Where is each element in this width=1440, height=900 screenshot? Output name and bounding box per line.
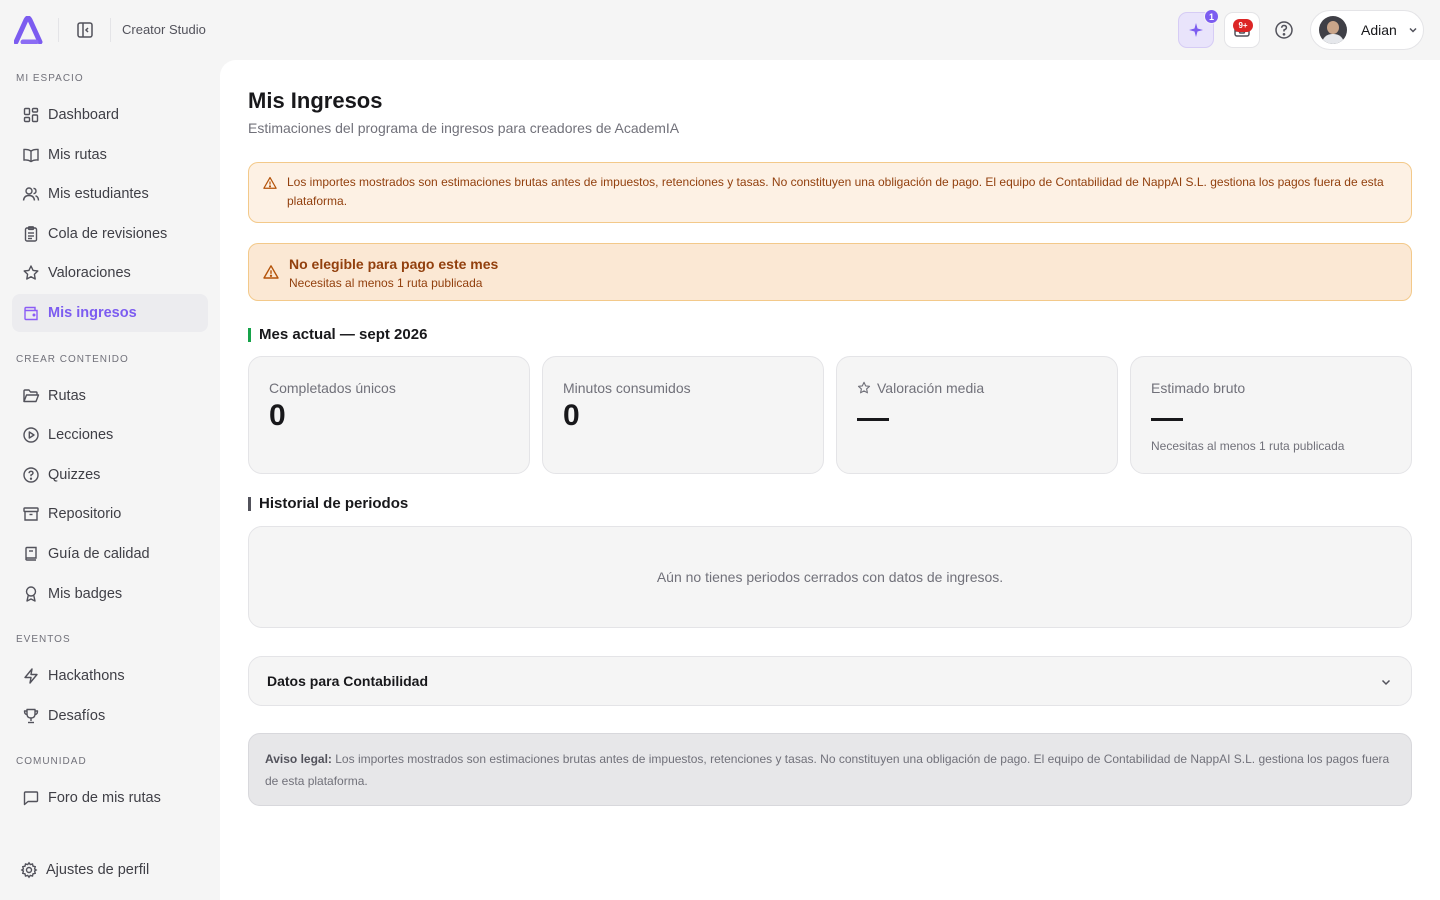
- divider: [110, 18, 111, 42]
- section-label-crear-contenido: CREAR CONTENIDO: [16, 354, 129, 365]
- warning-icon: [263, 176, 277, 190]
- stat-value: 0: [269, 399, 286, 432]
- section-label-eventos: EVENTOS: [16, 634, 71, 645]
- history-heading: Historial de periodos: [248, 495, 408, 512]
- stat-label: Completados únicos: [269, 380, 396, 396]
- sidebar-item-dashboard[interactable]: [12, 96, 208, 134]
- warning-icon: [263, 264, 279, 280]
- sidebar-item-lecciones[interactable]: [12, 416, 208, 454]
- sidebar-item-desafios[interactable]: [12, 697, 208, 735]
- sparkle-icon: [1188, 22, 1204, 38]
- notifications-count-badge: 9+: [1233, 19, 1253, 32]
- user-name: Adian: [1361, 22, 1397, 38]
- sidebar-item-quizzes[interactable]: [12, 456, 208, 494]
- award-icon: [22, 585, 40, 603]
- play-circle-icon: [22, 426, 40, 444]
- notifications-button[interactable]: [1224, 12, 1260, 48]
- page-subtitle: Estimaciones del programa de ingresos para creadores de AcademIA: [248, 120, 680, 136]
- stat-value: 0: [563, 399, 580, 432]
- page-title: Mis Ingresos: [248, 88, 383, 113]
- users-icon: [22, 185, 40, 203]
- stat-value-empty: [857, 418, 889, 421]
- folder-open-icon: [22, 387, 40, 405]
- disclaimer-text: Los importes mostrados son estimaciones brutas antes de impuestos, retenciones y tasas. No constituyen una obligación de pago. El equipo de Contabilidad de NappAI S.L. gestiona los pagos fuera de esta plataforma.: [287, 175, 1384, 208]
- current-month-heading: Mes actual — sept 2026: [248, 326, 427, 343]
- stat-card-valoracion: [836, 356, 1118, 474]
- sidebar-item-repositorio[interactable]: [12, 495, 208, 533]
- sidebar-item-guia-de-calidad[interactable]: [12, 535, 208, 573]
- dashboard-icon: [22, 106, 40, 124]
- stat-note: Necesitas al menos 1 ruta publicada: [1151, 439, 1345, 453]
- disclaimer-alert: [248, 162, 1412, 223]
- sidebar-item-label: Mis ingresos: [48, 305, 137, 321]
- ai-assistant-button[interactable]: [1178, 12, 1214, 48]
- divider: [58, 18, 59, 42]
- sidebar-item-label: Valoraciones: [48, 265, 131, 281]
- sidebar-item-ajustes-de-perfil[interactable]: [10, 851, 206, 889]
- book-open-icon: [22, 146, 40, 164]
- sidebar-item-label: Rutas: [48, 388, 86, 404]
- sidebar-item-mis-rutas[interactable]: [12, 136, 208, 174]
- user-menu-button[interactable]: [1310, 10, 1424, 50]
- sidebar-item-mis-ingresos[interactable]: [12, 294, 208, 332]
- legal-text: [265, 748, 1395, 792]
- sidebar-item-label: Guía de calidad: [48, 546, 150, 562]
- stat-label: [857, 380, 984, 396]
- chevron-down-icon: [1407, 24, 1419, 36]
- wallet-icon: [22, 304, 40, 322]
- stat-label: Estimado bruto: [1151, 380, 1246, 396]
- sidebar-item-label: Quizzes: [48, 467, 101, 483]
- ai-count-badge: 1: [1204, 9, 1219, 24]
- sidebar-toggle-icon[interactable]: [74, 19, 96, 41]
- sidebar-item-label: Dashboard: [48, 107, 119, 123]
- sidebar-item-label: Mis rutas: [48, 147, 107, 163]
- legal-label: Aviso legal:: [265, 752, 332, 766]
- sidebar-item-label: Ajustes de perfil: [46, 862, 150, 878]
- section-label-comunidad: COMUNIDAD: [16, 756, 87, 767]
- legal-notice: [248, 733, 1412, 806]
- sidebar-item-cola-de-revisiones[interactable]: [12, 215, 208, 253]
- star-icon: [857, 381, 871, 395]
- app-name: Creator Studio: [122, 22, 206, 37]
- accounting-accordion[interactable]: [248, 656, 1412, 706]
- gear-icon: [20, 861, 38, 879]
- accounting-title: Datos para Contabilidad: [267, 673, 429, 689]
- sidebar-item-label: Foro de mis rutas: [48, 790, 161, 806]
- trophy-icon: [22, 707, 40, 725]
- stat-card-estimado: [1130, 356, 1412, 474]
- sidebar-item-label: Repositorio: [48, 506, 122, 522]
- sidebar-item-mis-estudiantes[interactable]: [12, 175, 208, 213]
- eligibility-title: No elegible para pago este mes: [289, 256, 499, 272]
- sidebar-item-label: Desafíos: [48, 708, 106, 724]
- help-icon[interactable]: [1273, 19, 1295, 41]
- history-empty-state: [248, 526, 1412, 628]
- history-empty-text: Aún no tienes periodos cerrados con datos de ingresos.: [656, 569, 1004, 585]
- sidebar-item-label: Mis estudiantes: [48, 186, 149, 202]
- legal-body: Los importes mostrados son estimaciones brutas antes de impuestos, retenciones y tasas. No constituyen una obligación de pago. El equipo de Contabilidad de NappAI S.L. gestiona los pagos fuera de esta plataforma.: [265, 752, 1390, 788]
- eligibility-description: Necesitas al menos 1 ruta publicada: [289, 276, 483, 290]
- sidebar-item-hackathons[interactable]: [12, 657, 208, 695]
- chevron-down-icon: [1379, 675, 1393, 689]
- sidebar-item-mis-badges[interactable]: [12, 575, 208, 613]
- main-panel: [220, 60, 1440, 900]
- sidebar-item-label: Mis badges: [48, 586, 123, 602]
- stat-value-empty: [1151, 418, 1183, 421]
- stat-card-minutos: [542, 356, 824, 474]
- book-icon: [22, 545, 40, 563]
- clipboard-icon: [22, 225, 40, 243]
- star-icon: [22, 264, 40, 282]
- help-circle-icon: [22, 466, 40, 484]
- eligibility-alert: [248, 243, 1412, 301]
- sidebar: [0, 60, 220, 900]
- sidebar-item-rutas[interactable]: [12, 377, 208, 415]
- zap-icon: [22, 667, 40, 685]
- avatar: [1319, 16, 1347, 44]
- archive-icon: [22, 505, 40, 523]
- section-label-mi-espacio: MI ESPACIO: [16, 73, 84, 84]
- stat-label: Minutos consumidos: [563, 380, 691, 396]
- sidebar-item-label: Cola de revisiones: [48, 226, 168, 242]
- academia-logo-icon[interactable]: [14, 16, 46, 44]
- sidebar-item-label: Lecciones: [48, 427, 114, 443]
- stat-card-completados: [248, 356, 530, 474]
- stat-label-text: Valoración media: [877, 380, 985, 396]
- sidebar-item-valoraciones[interactable]: [12, 254, 208, 292]
- top-bar: [0, 0, 1440, 60]
- message-square-icon: [22, 789, 40, 807]
- sidebar-item-foro-de-mis-rutas[interactable]: [12, 779, 208, 817]
- sidebar-item-label: Hackathons: [48, 668, 125, 684]
